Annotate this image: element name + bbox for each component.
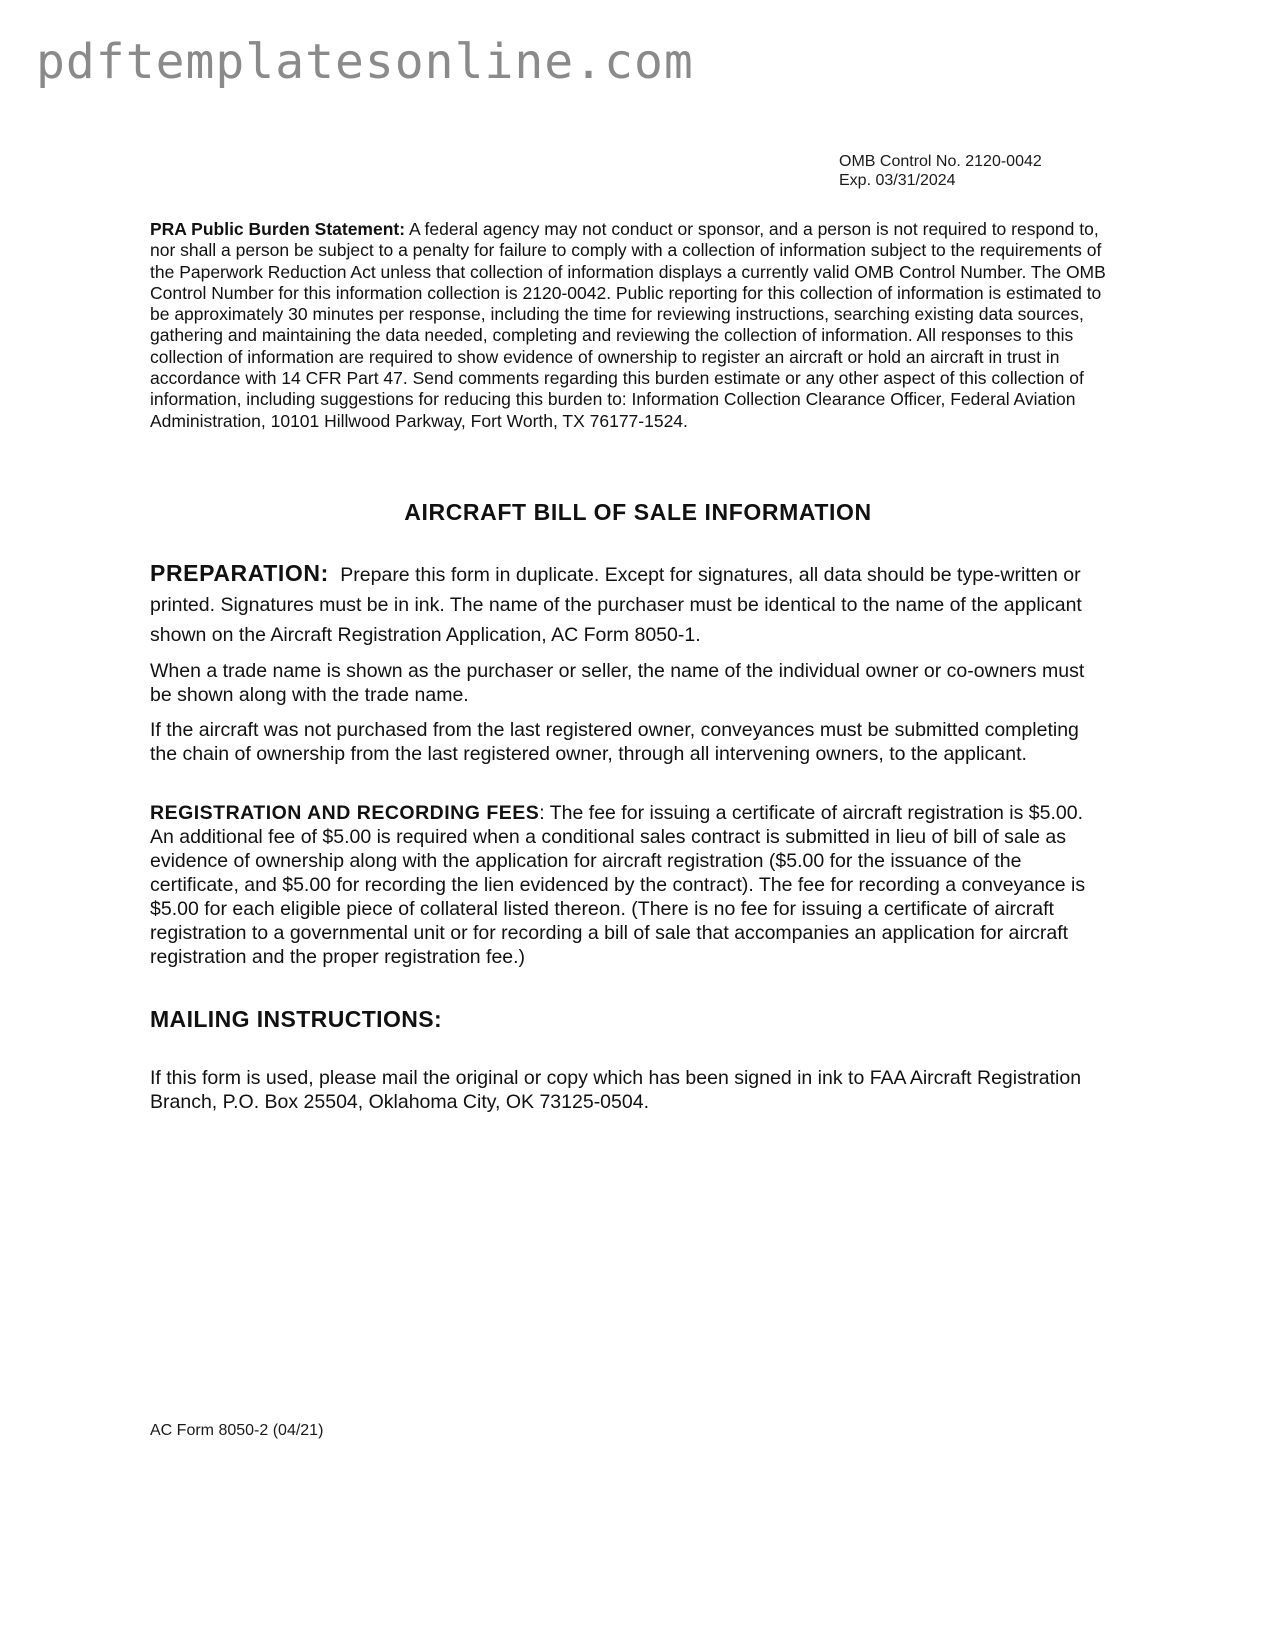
burden-statement — [150, 219, 1110, 432]
fees-text: : The fee for issuing a certificate of aircraft registration is $5.00. An additional fee of $5.00 is required when a conditional sales contract is submitted in lieu of bill of sale as evidence of ownership along with the application for aircraft registration ($5.00 for the issuance of the certificate, and $5.00 for recording the lien evidenced by the contract). The fee for recording a conveyance is $5.00 for each eligible piece of collateral listed thereon. (There is no fee for issuing a certificate of aircraft registration to a governmental unit or for recording a bill of sale that accompanies an application for aircraft registration and the proper registration fee.) — [150, 802, 1086, 968]
chain-of-ownership-paragraph: If the aircraft was not purchased from the last registered owner, conveyances must be submitted completing the chain of ownership from the last registered owner, through all intervening owners, to the applicant. — [150, 719, 1079, 765]
omb-control-block — [839, 152, 1042, 190]
fees-heading: REGISTRATION AND RECORDING FEES — [150, 802, 540, 824]
trade-name-paragraph: When a trade name is shown as the purchaser or seller, the name of the individual owner or co-owners must be shown along with the trade name. — [150, 660, 1085, 706]
page-title: AIRCRAFT BILL OF SALE INFORMATION — [404, 499, 872, 525]
burden-statement-label: PRA Public Burden Statement: — [150, 219, 406, 239]
mailing-heading: MAILING INSTRUCTIONS: — [150, 1006, 443, 1032]
watermark: pdftemplatesonline.com — [36, 34, 694, 90]
preparation-text: Prepare this form in duplicate. Except for signatures, all data should be type-written or printed. Signatures must be in ink. The name of the purchaser must be identical to the name of the applicant shown on the Aircraft Registration Application, AC Form 8050-1. — [150, 564, 1082, 646]
omb-expiration-date: Exp. 03/31/2024 — [839, 172, 956, 189]
omb-control-number: OMB Control No. 2120-0042 — [839, 153, 1042, 170]
preparation-section — [150, 558, 1110, 650]
mailing-text: If this form is used, please mail the original or copy which has been signed in ink to FAA Aircraft Registration Branch, P.O. Box 25504, Oklahoma City, OK 73125-0504. — [150, 1067, 1082, 1113]
preparation-heading: PREPARATION: — [150, 560, 329, 586]
form-number-footer: AC Form 8050-2 (04/21) — [150, 1422, 324, 1439]
burden-statement-text: A federal agency may not conduct or sponsor, and a person is not required to respond to, nor shall a person be subject to a penalty for failure to comply with a collection of information subject to the requirements of the Paperwork Reduction Act unless that collection of information displays a currently valid OMB Control Number. The OMB Control Number for this information collection is 2120-0042. Public reporting for this collection of information is estimated to be approximately 30 minutes per response, including the time for reviewing instructions, searching existing data sources, gathering and maintaining the data needed, completing and reviewing the collection of information. All responses to this collection of information are required to show evidence of ownership to register an aircraft or hold an aircraft in trust in accordance with 14 CFR Part 47. Send comments regarding this burden estimate or any other aspect of this collection of information, including suggestions for reducing this burden to: Information Collection Clearance Officer, Federal Aviation Administration, 10101 Hillwood Parkway, Fort Worth, TX 76177-1524. — [150, 219, 1106, 431]
fees-section — [150, 801, 1110, 969]
